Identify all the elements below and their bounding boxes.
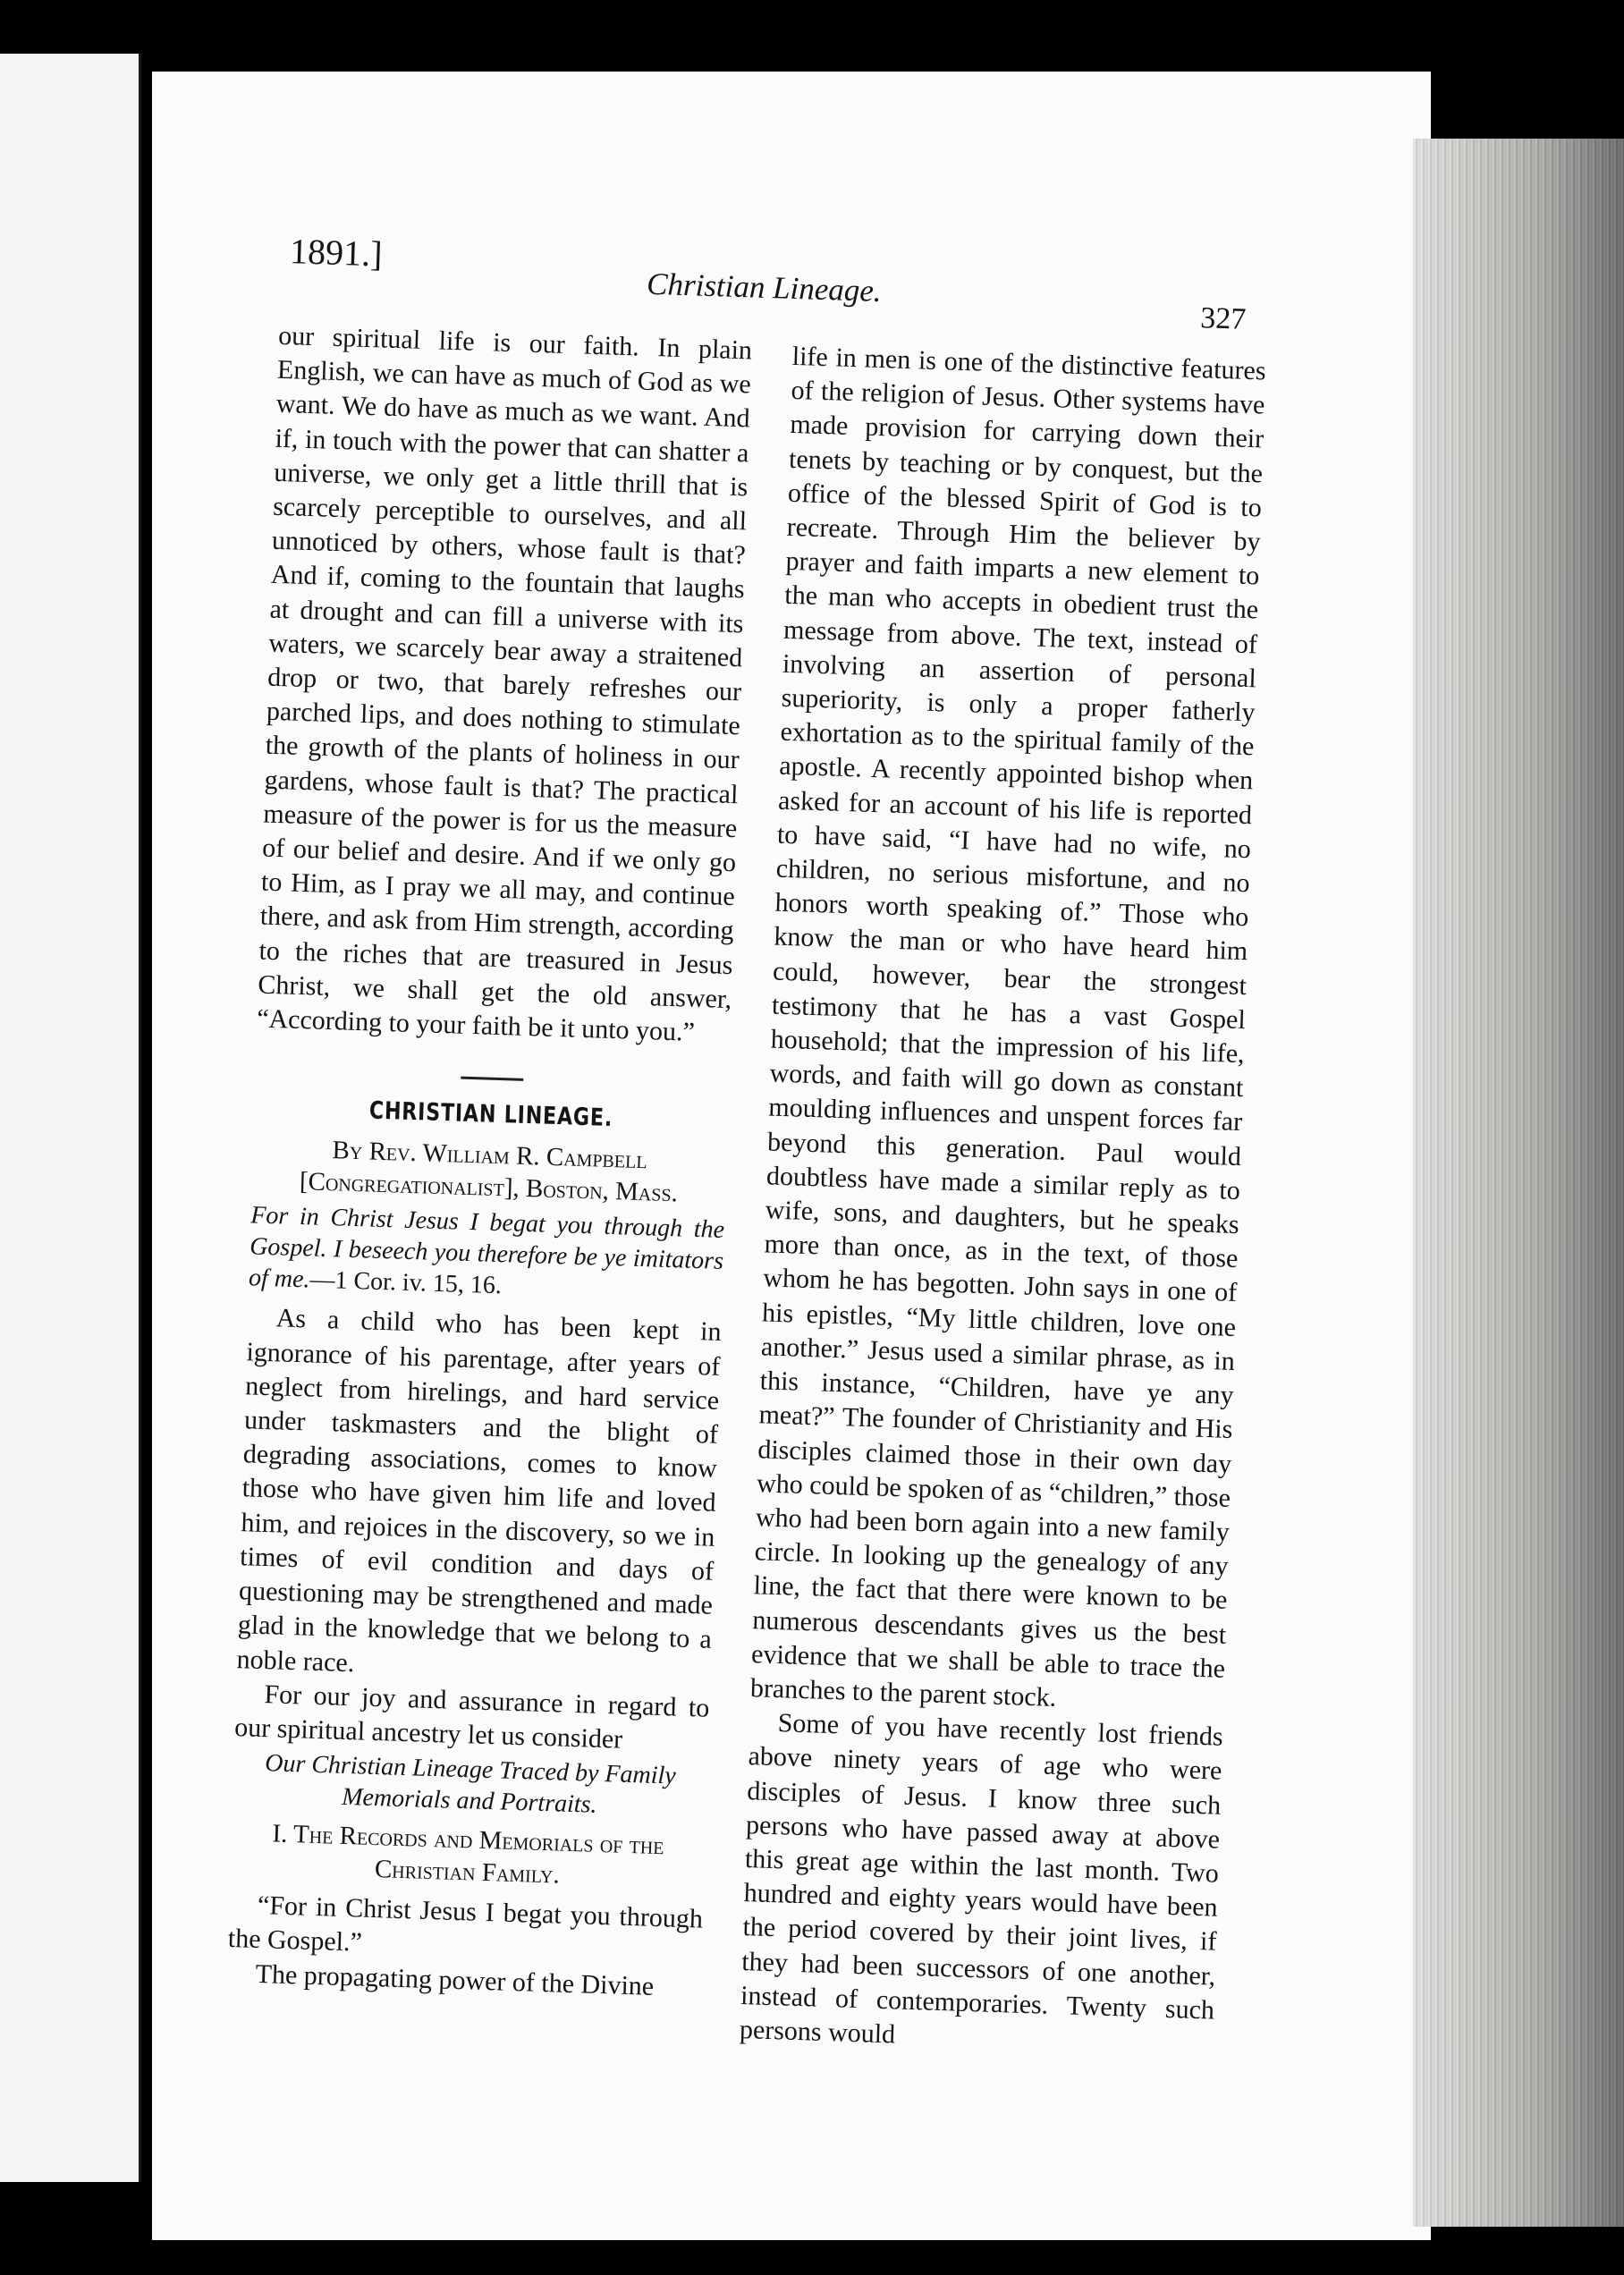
right-paragraph-1: life in men is one of the distinctive features of the religion of Jesus. Other systems have made provision for carrying down their tenets by teaching or by conquest, but the office of the blessed Spirit of God is to recreate. Through Him the believer by prayer and faith imparts a new element to the man who accepts in obedient trust the message from above. The text, instead of involving an assertion of personal superiority, is only a proper fatherly exhortation as to the spiritual family of the apostle. A recently appointed bishop when asked for an account of his life is reported to have said, “I have had no wife, no children, no serious misfortune, and no honors worth speaking of.” Those who know the man or who have heard him could, however, bear the strongest testimony that he has a vast Gospel household; that the impression of his life, words, and faith will go down as constant moulding influences and unspent forces far beyond this generation. Paul would doubtless have made a similar reply as to wife, sons, and daughters, but he speaks more than once, as in the text, of those whom he has begotten. John says in one of his epistles, “My little children, love one another.” Jesus used a similar phrase, as in this instance, “Children, have ye any meat?” The founder of Christianity and His disciples claimed those in their own day who could be spoken of as “children,” those who had been born again into a new family circle. In looking up the genealogy of any line, the fact that there were known to be numerous descendants gives us the best evidence that we shall be able to trace the branches to the parent stock. — [749, 341, 1267, 1713]
epigraph — [249, 1200, 725, 1309]
right-column — [739, 340, 1266, 2062]
epigraph-reference: —1 Cor. iv. 15, 16. — [309, 1265, 503, 1300]
right-paragraph-2: Some of you have recently lost friends above ninety years of age who were disciples of Jesus. I know three such persons who have passed away at above this great age within the last month. Two hundred and eighty years would have been the period covered by their joint lives, if they had been successors of one another, instead of contemporaries. Twenty such persons would — [739, 1708, 1224, 2050]
running-head-year: 1891.] — [289, 231, 384, 275]
previous-page-edge — [0, 54, 141, 2182]
text-quote: “For in Christ Jesus I begat you through the Gospel.” — [227, 1890, 704, 1958]
running-head-title: Christian Lineage. — [646, 266, 883, 309]
continuation-paragraph: our spiritual life is our faith. In plain English, we can have as much of God as we want. We do have as much as we want. And if, in touch with the power that can shatter a universe, we only get a little thrill that is scarcely perceptible to ourselves, and all unnoticed by others, whose fault is that? And if, coming to the fountain that laughs at drought and can fill a universe with its waters, we scarcely bear away a straitened drop or two, that barely refreshes our parched lips, and does nothing to stimulate the growth of the plants of holiness in our gardens, whose fault is that? The practical measure of the power is for us the measure of our belief and desire. And if we only go to Him, as I pray we all may, and continue there, and ask from Him strength, according to the riches that are treasured in Jesus Christ, we shall get the old answer, “According to your faith be it unto you.” — [256, 320, 753, 1047]
page-fore-edge — [1413, 139, 1624, 2227]
page-content — [167, 228, 1283, 2210]
page-number: 327 — [1199, 301, 1247, 336]
epigraph-text: For in Christ Jesus I begat you through the Gospel. I beseech you therefore be ye imitators of me. — [248, 1201, 725, 1294]
byline: By Rev. William R. Campbell [Congregationalist], Boston, Mass. — [299, 1136, 679, 1208]
left-column — [226, 319, 752, 2005]
body-paragraph-3: The propagating power of the Divine — [255, 1958, 655, 2001]
body-paragraph-2: For our joy and assurance in regard to our spiritual ancestry let us consider — [233, 1679, 710, 1755]
body-paragraph-1: As a child who has been kept in ignorance of his parentage, after years of neglect from hirelings, and hard service under taskmasters and the blight of degrading associations, comes to know those who have given him life and loved him, and rejoices in the discovery, so we in times of evil condition and days of questioning may be strengthened and made glad in the knowledge that we belong to a noble race. — [236, 1303, 723, 1678]
section-heading: I. The Records and Memorials of the Christian Family. — [271, 1819, 665, 1890]
sermon-theme: Our Christian Lineage Traced by Family Memorials and Portraits. — [264, 1749, 677, 1819]
section-divider — [461, 1077, 523, 1081]
article-title: CHRISTIAN LINEAGE. — [368, 1096, 613, 1133]
